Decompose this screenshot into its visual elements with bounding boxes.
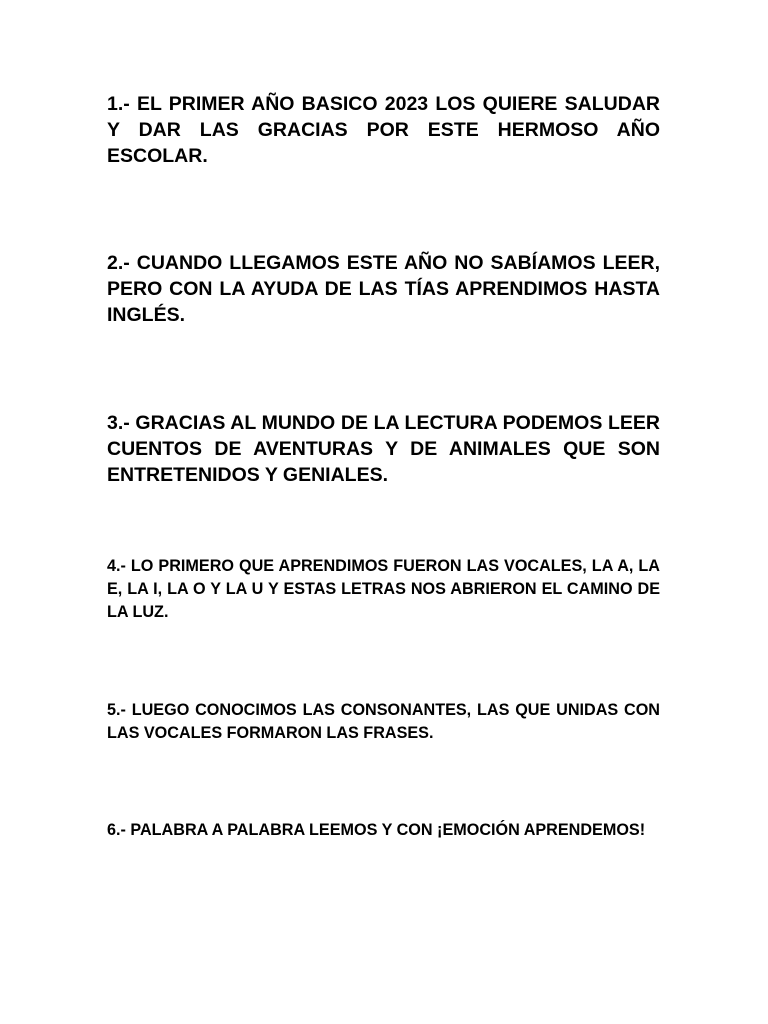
paragraph-5: 5.- LUEGO CONOCIMOS LAS CONSONANTES, LAS QUE UNIDAS CON LAS VOCALES FORMARON LAS FRASES. (107, 701, 660, 742)
paragraph-6: 6.- PALABRA A PALABRA LEEMOS Y CON ¡EMOCIÓN APRENDEMOS! (107, 821, 646, 839)
paragraph-4: 4.- LO PRIMERO QUE APRENDIMOS FUERON LAS VOCALES, LA A, LA E, LA I, LA O Y LA U Y ESTAS LETRAS NOS ABRIERON EL CAMINO DE LA LUZ. (107, 557, 660, 621)
paragraph-1: 1.- EL PRIMER AÑO BASICO 2023 LOS QUIERE SALUDAR Y DAR LAS GRACIAS POR ESTE HERMOSO AÑO ESCOLAR. (107, 93, 660, 167)
paragraph-2: 2.- CUANDO LLEGAMOS ESTE AÑO NO SABÍAMOS LEER, PERO CON LA AYUDA DE LAS TÍAS APRENDIMOS HASTA INGLÉS. (107, 252, 660, 326)
paragraph-3: 3.- GRACIAS AL MUNDO DE LA LECTURA PODEMOS LEER CUENTOS DE AVENTURAS Y DE ANIMALES QUE SON ENTRETENIDOS Y GENIALES. (107, 412, 660, 486)
